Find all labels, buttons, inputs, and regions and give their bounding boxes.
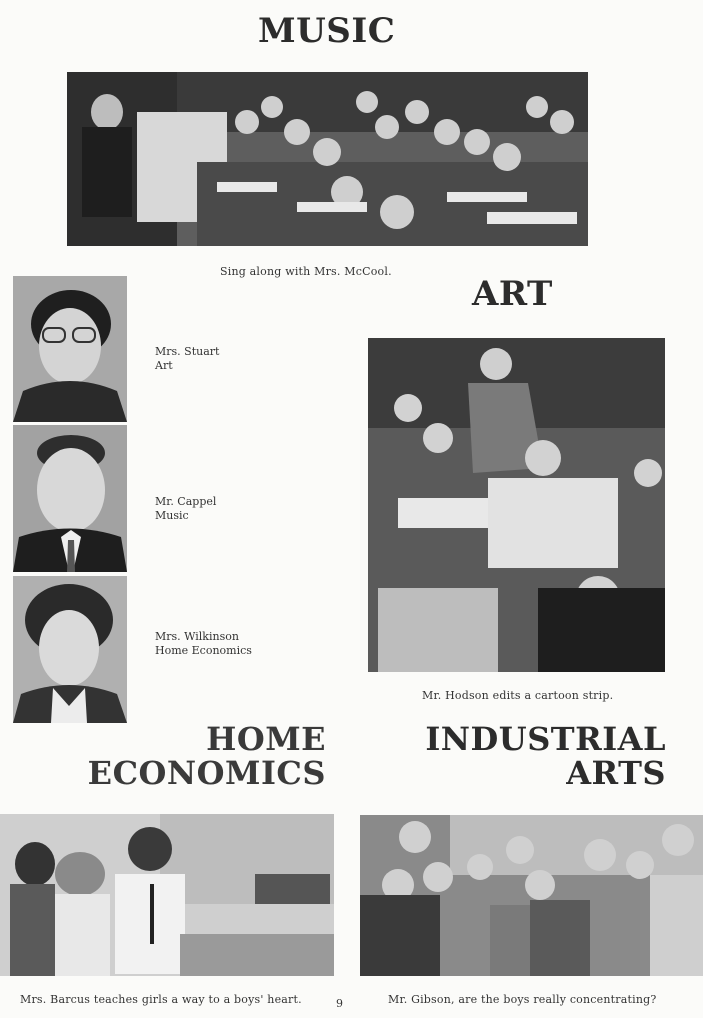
- faculty-label-stuart: [155, 345, 219, 373]
- home-economics-heading-line2: ECONOMICS: [87, 754, 326, 792]
- faculty-subject: Home Economics: [155, 644, 252, 657]
- faculty-subject: Music: [155, 509, 189, 522]
- art-class-photo: [368, 338, 665, 672]
- home-economics-heading: [80, 722, 326, 790]
- faculty-name: Mr. Cappel: [155, 495, 217, 508]
- faculty-name: Mrs. Wilkinson: [155, 630, 239, 643]
- faculty-label-wilkinson: [155, 630, 252, 658]
- faculty-subject: Art: [155, 359, 173, 372]
- music-caption: Sing along with Mrs. McCool.: [220, 265, 392, 278]
- industrial-arts-heading-line2: ARTS: [566, 754, 666, 792]
- portrait-stuart: [13, 276, 127, 422]
- industrial-arts-heading-line1: INDUSTRIAL: [425, 720, 666, 758]
- industrial-arts-caption: Mr. Gibson, are the boys really concentrating?: [388, 993, 657, 1006]
- portrait-cappel: [13, 425, 127, 572]
- art-heading: ART: [472, 274, 553, 314]
- industrial-arts-heading: [405, 722, 666, 790]
- portrait-wilkinson: [13, 576, 127, 723]
- faculty-name: Mrs. Stuart: [155, 345, 220, 358]
- home-economics-photo: [0, 814, 334, 976]
- home-economics-caption: Mrs. Barcus teaches girls a way to a boys' heart.: [20, 993, 302, 1006]
- faculty-label-cappel: [155, 495, 216, 523]
- music-heading: MUSIC: [258, 11, 396, 51]
- page-number: 9: [336, 997, 344, 1010]
- art-caption: Mr. Hodson edits a cartoon strip.: [422, 689, 614, 702]
- music-class-photo: [67, 72, 588, 246]
- home-economics-heading-line1: HOME: [206, 720, 326, 758]
- industrial-arts-photo: [360, 815, 703, 976]
